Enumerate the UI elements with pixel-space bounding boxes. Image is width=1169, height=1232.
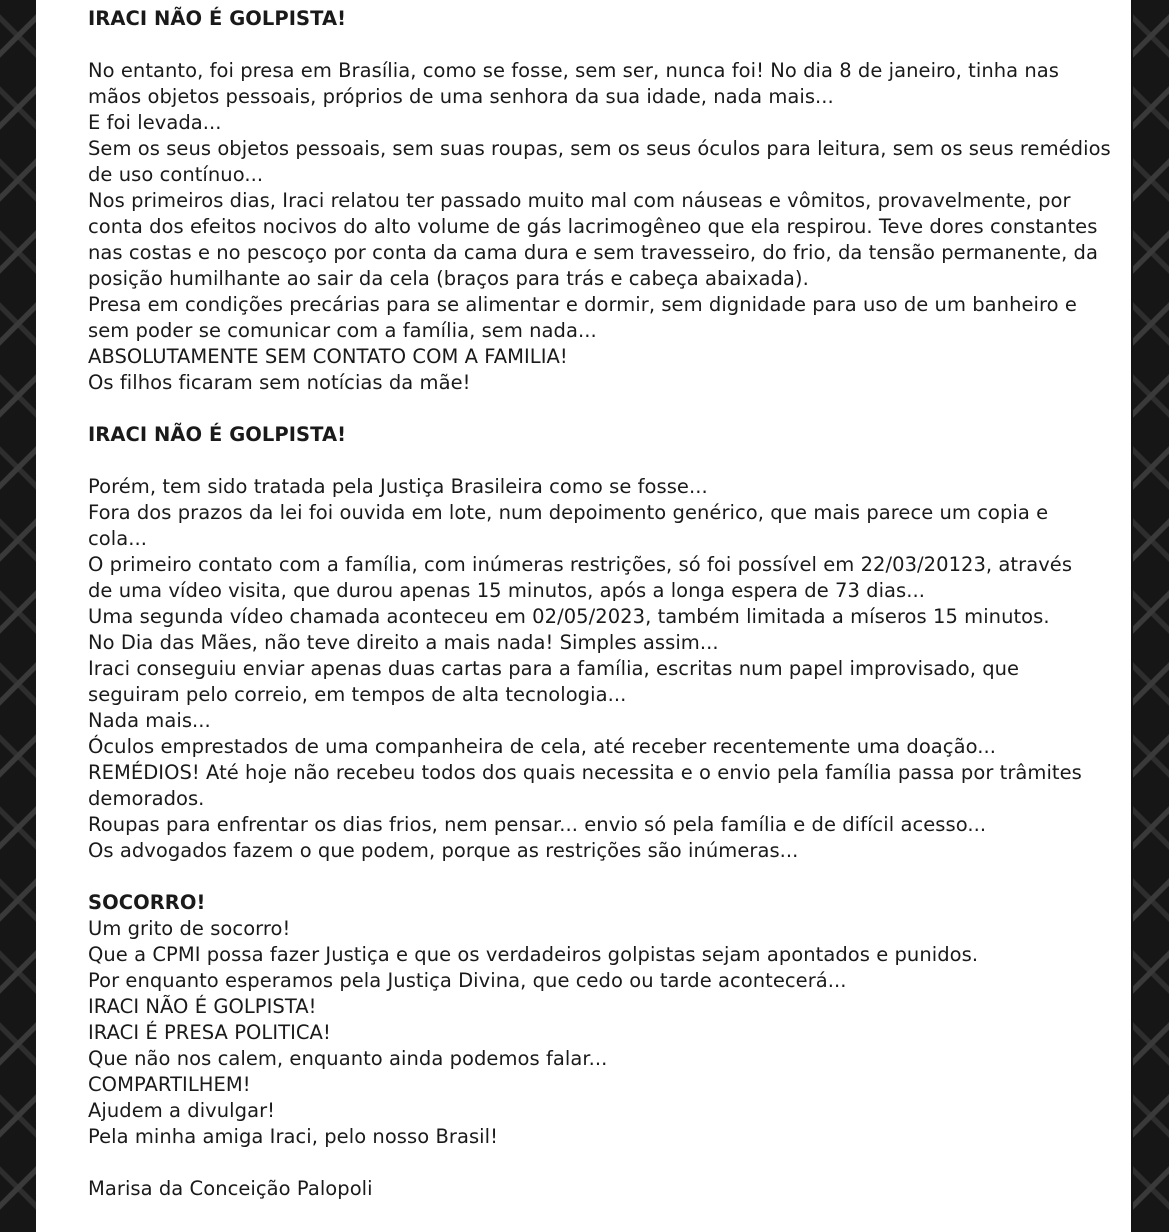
section-heading: IRACI NÃO É GOLPISTA!	[88, 7, 347, 30]
paragraph-line: posição humilhante ao sair da cela (braços para trás e cabeça abaixada).	[88, 267, 809, 290]
paragraph-line: REMÉDIOS! Até hoje não recebeu todos dos quais necessita e o envio pela família passa por trâmites	[88, 761, 1082, 784]
paragraph-line: Um grito de socorro!	[88, 917, 291, 940]
paragraph-line: Por enquanto esperamos pela Justiça Divina, que cedo ou tarde acontecerá...	[88, 969, 847, 992]
paragraph-line: ABSOLUTAMENTE SEM CONTATO COM A FAMILIA!	[88, 345, 568, 368]
paragraph-line: nas costas e no pescoço por conta da cama dura e sem travesseiro, do frio, da tensão permanente, da	[88, 241, 1098, 264]
paragraph-line: de uso contínuo...	[88, 163, 264, 186]
section-heading: IRACI NÃO É GOLPISTA!	[88, 423, 347, 446]
paragraph-line: Porém, tem sido tratada pela Justiça Brasileira como se fosse...	[88, 475, 708, 498]
paragraph-line: E foi levada...	[88, 111, 222, 134]
paragraph-line: COMPARTILHEM!	[88, 1073, 251, 1096]
paragraph-line: Os filhos ficaram sem notícias da mãe!	[88, 371, 471, 394]
paragraph-line: No Dia das Mães, não teve direito a mais nada! Simples assim...	[88, 631, 719, 654]
paragraph-line: Ajudem a divulgar!	[88, 1099, 276, 1122]
paragraph-line: O primeiro contato com a família, com inúmeras restrições, só foi possível em 22/03/20123, através	[88, 553, 1073, 576]
paragraph-line: Pela minha amiga Iraci, pelo nosso Brasil!	[88, 1125, 498, 1148]
paragraph-line: Fora dos prazos da lei foi ouvida em lote, num depoimento genérico, que mais parece um copia e	[88, 501, 1049, 524]
left-decorative-border	[0, 0, 36, 1232]
paragraph-line: Nos primeiros dias, Iraci relatou ter passado muito mal com náuseas e vômitos, provavelmente, por	[88, 189, 1071, 212]
document-page	[36, 0, 1131, 1232]
paragraph-line: Óculos emprestados de uma companheira de cela, até receber recentemente uma doação...	[88, 735, 996, 758]
paragraph-line: seguiram pelo correio, em tempos de alta tecnologia...	[88, 683, 627, 706]
section-3	[88, 890, 1123, 1150]
paragraph-line: IRACI É PRESA POLITICA!	[88, 1021, 331, 1044]
paragraph-line: Uma segunda vídeo chamada aconteceu em 02/05/2023, também limitada a míseros 15 minutos.	[88, 605, 1050, 628]
paragraph-line: Sem os seus objetos pessoais, sem suas roupas, sem os seus óculos para leitura, sem os seus remédios	[88, 137, 1111, 160]
paragraph-line: No entanto, foi presa em Brasília, como se fosse, sem ser, nunca foi! No dia 8 de janeiro, tinha nas	[88, 59, 1060, 82]
paragraph-line: Que a CPMI possa fazer Justiça e que os verdadeiros golpistas sejam apontados e punidos.	[88, 943, 979, 966]
right-decorative-border	[1133, 0, 1169, 1232]
paragraph-line: Os advogados fazem o que podem, porque as restrições são inúmeras...	[88, 839, 799, 862]
paragraph-line: sem poder se comunicar com a família, sem nada...	[88, 319, 597, 342]
paragraph-line: conta dos efeitos nocivos do alto volume de gás lacrimogêneo que ela respirou. Teve dores constantes	[88, 215, 1098, 238]
paragraph-line: Iraci conseguiu enviar apenas duas cartas para a família, escritas num papel improvisado, que	[88, 657, 1020, 680]
signature: Marisa da Conceição Palopoli	[88, 1177, 373, 1200]
paragraph-line: Que não nos calem, enquanto ainda podemos falar...	[88, 1047, 608, 1070]
paragraph-line: IRACI NÃO É GOLPISTA!	[88, 995, 317, 1018]
paragraph-line: Nada mais...	[88, 709, 211, 732]
document-body	[88, 6, 1123, 1202]
paragraph-line: cola...	[88, 527, 147, 550]
paragraph-line: mãos objetos pessoais, próprios de uma senhora da sua idade, nada mais...	[88, 85, 834, 108]
section-heading: SOCORRO!	[88, 891, 206, 914]
section-2	[88, 422, 1123, 864]
paragraph-line: Presa em condições precárias para se alimentar e dormir, sem dignidade para uso de um banheiro e	[88, 293, 1077, 316]
paragraph-line: Roupas para enfrentar os dias frios, nem pensar... envio só pela família e de difícil acesso...	[88, 813, 987, 836]
section-1	[88, 6, 1123, 396]
paragraph-line: demorados.	[88, 787, 205, 810]
paragraph-line: de uma vídeo visita, que durou apenas 15 minutos, após a longa espera de 73 dias...	[88, 579, 926, 602]
